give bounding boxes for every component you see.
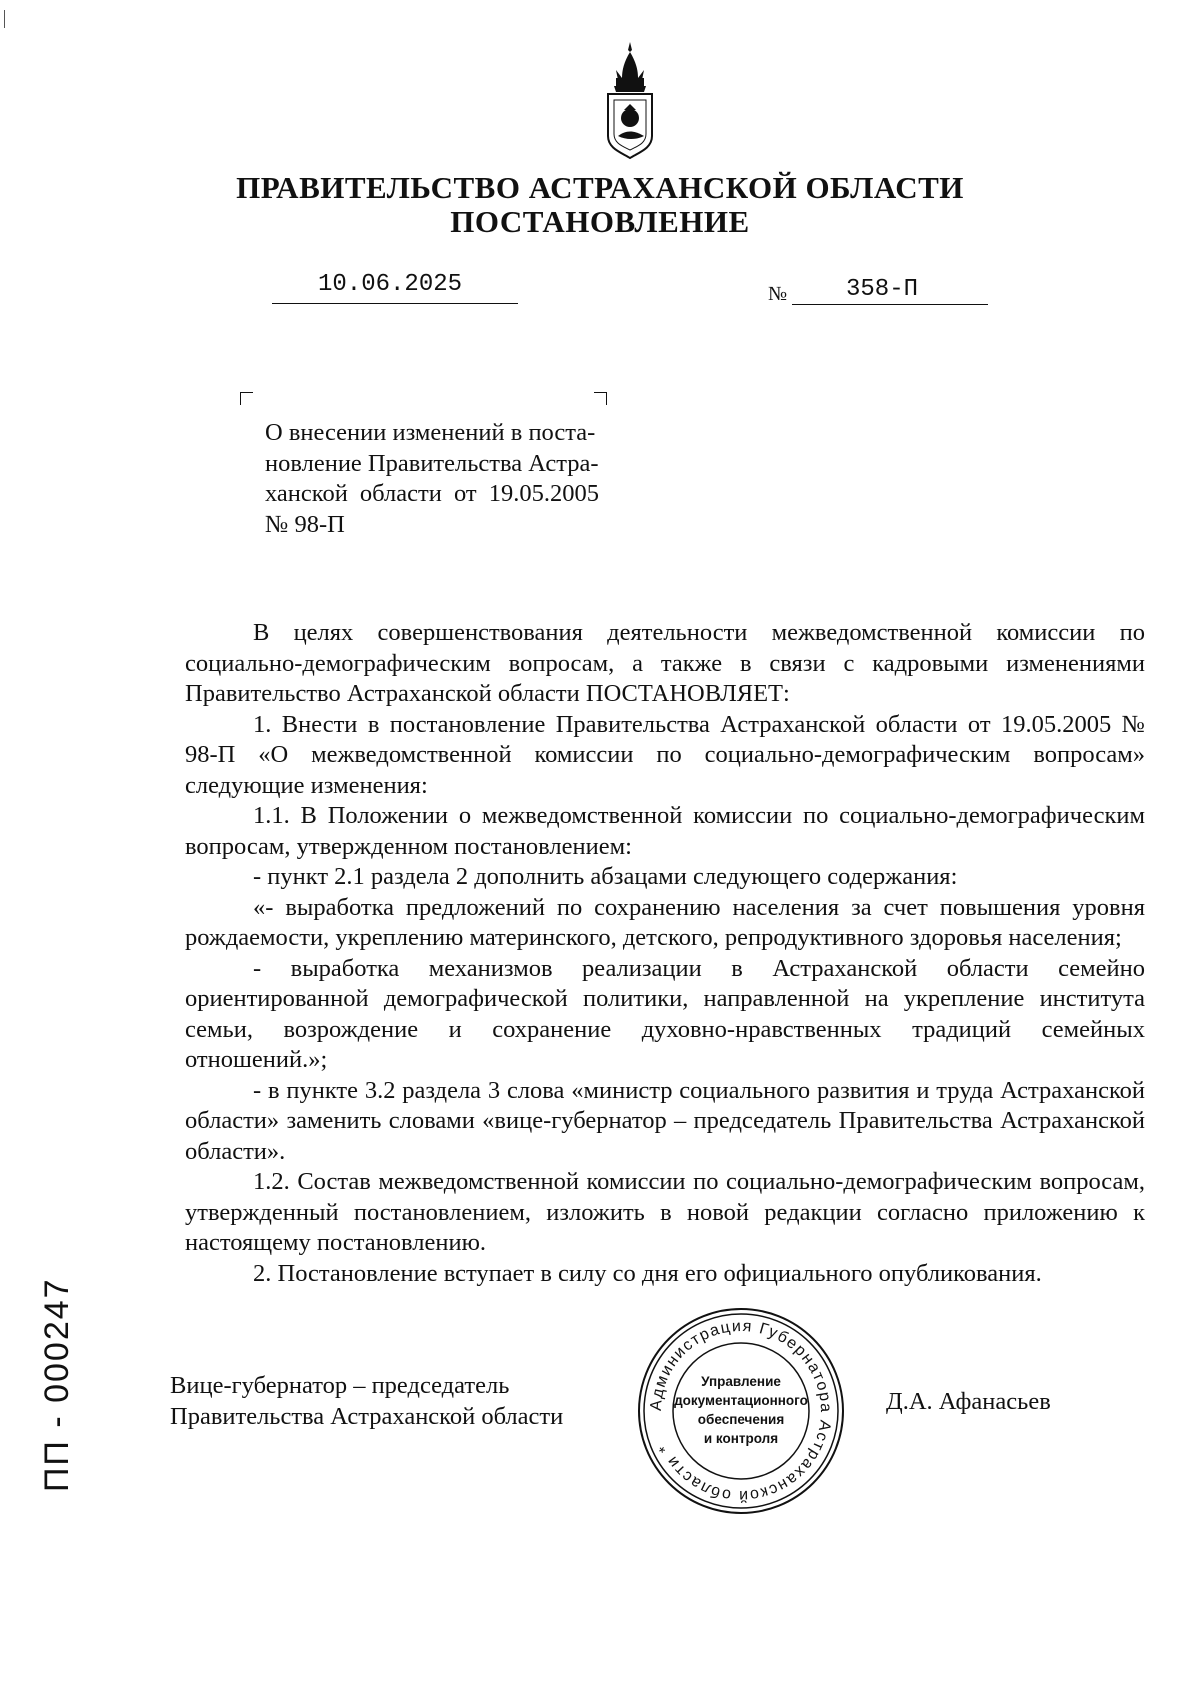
signatory-position	[170, 1370, 563, 1432]
stamp-ring-text: Администрация Губернатора Астраханской области *	[647, 1317, 835, 1505]
body-paragraph: В целях совершенствования деятельности межведомственной комиссии по социально-демографическим вопросам, а также в связи с кадровыми изменениями Правительство Астраханской области ПОСТАНОВЛЯЕТ:	[185, 619, 1145, 707]
subject-line: № 98-П	[265, 510, 345, 538]
scan-mark	[4, 10, 5, 28]
stamp-center-line: обеспечения	[697, 1412, 785, 1427]
subject-block	[265, 418, 655, 540]
number-label: №	[768, 283, 788, 305]
coat-of-arms-icon	[594, 40, 666, 162]
margin-registration-code: ПП - 000247	[38, 1277, 76, 1492]
body-paragraph: «- выработка предложений по сохранению населения за счет повышения уровня рождаемости, укреплению материнского, детского, репродуктивного здоровья населения;	[185, 893, 1145, 951]
body-paragraph: 2. Постановление вступает в силу со дня его официального опубликования.	[253, 1259, 1042, 1287]
subject-corner-right	[594, 392, 607, 405]
number-field	[792, 276, 988, 305]
body-text	[185, 618, 1145, 1289]
official-stamp	[634, 1304, 848, 1518]
svg-text:Администрация Губернатора Астр	[648, 1318, 834, 1504]
body-paragraph: 1.2. Состав межведомственной комиссии по социально-демографическим вопросам, утвержденный постановлением, изложить в новой редакции согласно приложению к настоящему постановлению.	[185, 1168, 1145, 1256]
body-paragraph: 1.1. В Положении о межведомственной комиссии по социально-демографическим вопросам, утвержденном постановлением:	[185, 802, 1145, 860]
signatory-name: Д.А. Афанасьев	[886, 1388, 1051, 1415]
body-paragraph: 1. Внести в постановление Правительства Астраханской области от 19.05.2005 № 98-П «О межведомственной комиссии по социально-демографическим вопросам» следующие изменения:	[185, 710, 1145, 799]
stamp-center-line: и контроля	[703, 1431, 779, 1446]
org-title: ПРАВИТЕЛЬСТВО АСТРАХАНСКОЙ ОБЛАСТИ	[236, 170, 964, 205]
subject-corner-left	[240, 392, 253, 405]
date-field	[272, 271, 518, 304]
body-paragraph: - пункт 2.1 раздела 2 дополнить абзацами следующего содержания:	[253, 863, 958, 890]
doc-type-title: ПОСТАНОВЛЕНИЕ	[450, 204, 750, 239]
subject-line: ханской области от 19.05.2005	[265, 480, 599, 507]
subject-line: О внесении изменений в поста-	[265, 419, 596, 446]
number-value: 358-П	[846, 276, 919, 303]
signatory-position-line1: Вице-губернатор – председатель	[170, 1372, 510, 1399]
stamp-center-line: Управление	[701, 1374, 781, 1389]
body-paragraph: - выработка механизмов реализации в Астраханской области семейно ориентированной демографической политики, направленной на укрепление института семьи, возрождение и сохранение духовно-нравственных традиций семейных отношений.»;	[185, 954, 1145, 1073]
date-value: 10.06.2025	[318, 271, 463, 298]
body-paragraph: - в пункте 3.2 раздела 3 слова «министр социального развития и труда Астраханской области» заменить словами «вице-губернатор – председатель Правительства Астраханской области».	[185, 1076, 1145, 1165]
stamp-center-line: документационного	[674, 1393, 808, 1408]
subject-line: новление Правительства Астра-	[265, 449, 599, 477]
signatory-position-line2: Правительства Астраханской области	[170, 1403, 564, 1430]
